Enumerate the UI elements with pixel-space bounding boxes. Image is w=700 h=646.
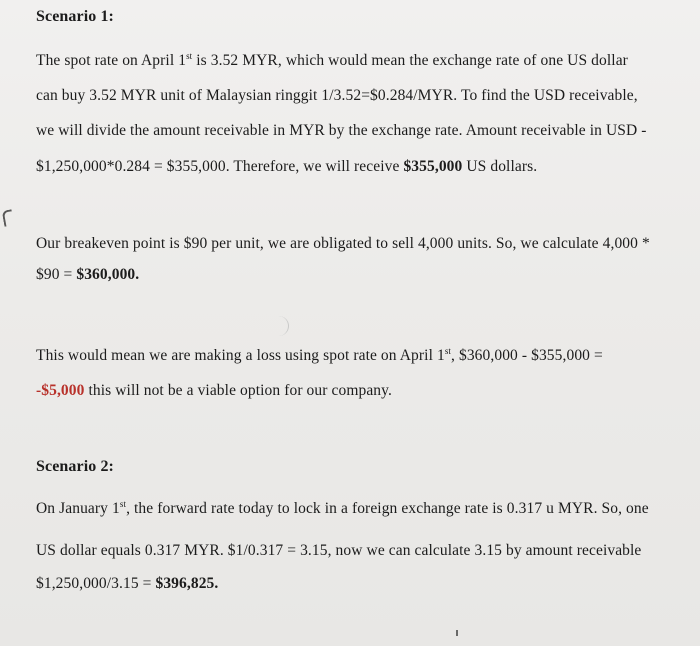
loss-line-2: -$5,000 this will not be a viable option for our company. [36, 382, 392, 399]
scenario-1-heading: Scenario 1: [36, 8, 114, 25]
pen-mark [2, 209, 15, 226]
scenario-1-line-2: can buy 3.52 MYR unit of Malaysian ringgit 1/3.52=$0.284/MYR. To find the USD receivable, [36, 87, 638, 104]
scenario-2-line-3: $1,250,000/3.15 = $396,825. [36, 575, 219, 592]
faint-pen-mark [268, 316, 289, 336]
scenario-2-line-2: US dollar equals 0.317 MYR. $1/0.317 = 3.15, now we can calculate 3.15 by amount receivable [36, 542, 642, 559]
breakeven-line-1: Our breakeven point is $90 per unit, we are obligated to sell 4,000 units. So, we calculate 4,000 * [36, 235, 650, 252]
loss-line-1: This would mean we are making a loss using spot rate on April 1st, $360,000 - $355,000 = [36, 345, 603, 364]
scenario-2-line-1: On January 1st, the forward rate today to lock in a foreign exchange rate is 0.317 u MYR. So, one [36, 498, 649, 517]
scenario-1-line-3: we will divide the amount receivable in MYR by the exchange rate. Amount receivable in USD - [36, 122, 647, 139]
breakeven-line-2: $90 = $360,000. [36, 266, 140, 283]
pen-tick [456, 630, 458, 636]
scenario-1-line-4: $1,250,000*0.284 = $355,000. Therefore, we will receive $355,000 US dollars. [36, 158, 538, 175]
scenario-2-heading: Scenario 2: [36, 458, 114, 475]
scenario-1-line-1: The spot rate on April 1st is 3.52 MYR, which would mean the exchange rate of one US dollar [36, 50, 628, 69]
loss-amount: -$5,000 [36, 382, 85, 399]
